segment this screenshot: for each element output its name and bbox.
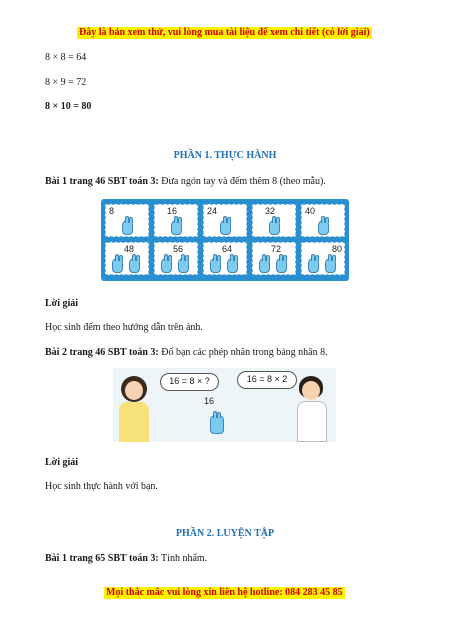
hand-icon	[161, 258, 172, 273]
exercise-text: Đưa ngón tay và đếm thêm 8 (theo mẫu).	[158, 176, 326, 187]
hand-icon	[210, 415, 224, 434]
boy-face	[302, 381, 320, 400]
children-illustration	[113, 368, 336, 442]
card-number: 72	[271, 244, 282, 254]
exercise-label: Bài 1 trang 46 SBT toán 3:	[45, 176, 159, 187]
multiplication-line: 8 × 9 = 72	[45, 77, 87, 88]
girl-dress	[119, 402, 149, 442]
finger-card	[154, 242, 198, 275]
hand-icon	[122, 220, 133, 235]
solution-text: Học sinh đếm theo hướng dẫn trên ảnh.	[45, 322, 203, 333]
hand-icon	[129, 258, 140, 273]
finger-cards-image	[101, 199, 349, 281]
hand-icon	[308, 258, 319, 273]
speech-bubble-left: 16 = 8 × ?	[160, 373, 219, 391]
hand-icon	[276, 258, 287, 273]
multiplication-line: 8 × 10 = 80	[45, 101, 92, 112]
girl-face	[125, 381, 143, 400]
card-number: 56	[173, 244, 184, 254]
card-number: 8	[109, 206, 115, 216]
section-heading: PHẦN 1. THỰC HÀNH	[173, 150, 277, 161]
hotline-banner: Mọi thắc mắc vui lòng xin liên hệ hotline: 084 283 45 85	[106, 587, 343, 598]
finger-card	[105, 204, 149, 237]
card-number: 64	[222, 244, 233, 254]
preview-banner: Đây là bản xem thử, vui lòng mua tài liệu để xem chi tiết (có lời giải)	[79, 27, 370, 38]
exercise-1	[45, 175, 326, 188]
hand-icon	[259, 258, 270, 273]
exercise-text: Tính nhẩm.	[158, 553, 208, 564]
hand-icon	[220, 220, 231, 235]
hand-icon	[269, 220, 280, 235]
hand-icon	[112, 258, 123, 273]
solution-heading: Lời giải	[45, 298, 79, 309]
exercise-label: Bài 2 trang 46 SBT toán 3:	[45, 347, 159, 358]
solution-text: Học sinh thực hành với bạn.	[45, 481, 158, 492]
finger-card	[105, 242, 149, 275]
finger-card	[252, 242, 296, 275]
hand-icon	[171, 220, 182, 235]
section-heading: PHẦN 2. LUYỆN TẬP	[175, 528, 275, 539]
hand-icon	[178, 258, 189, 273]
exercise-text: Đố bạn các phép nhân trong bảng nhân 8.	[158, 347, 328, 358]
exercise-label: Bài 1 trang 65 SBT toán 3:	[45, 553, 159, 564]
card-number: 24	[207, 206, 218, 216]
hand-icon	[210, 258, 221, 273]
solution-heading: Lời giải	[45, 457, 79, 468]
exercise-2	[45, 346, 328, 359]
card-number: 16	[167, 206, 178, 216]
multiplication-line: 8 × 8 = 64	[45, 52, 87, 63]
finger-card	[154, 204, 198, 237]
card-number: 48	[124, 244, 135, 254]
finger-card	[301, 242, 345, 275]
hand-icon	[318, 220, 329, 235]
card-number: 40	[305, 206, 316, 216]
hand-number: 16	[204, 396, 215, 406]
hand-icon	[325, 258, 336, 273]
card-number: 80	[332, 244, 343, 254]
boy-shirt	[297, 401, 327, 442]
hand-icon	[227, 258, 238, 273]
finger-card	[203, 204, 247, 237]
exercise-3	[45, 552, 207, 565]
finger-card	[301, 204, 345, 237]
speech-bubble-right: 16 = 8 × 2	[237, 371, 297, 389]
card-number: 32	[265, 206, 276, 216]
finger-card	[203, 242, 247, 275]
finger-card	[252, 204, 296, 237]
